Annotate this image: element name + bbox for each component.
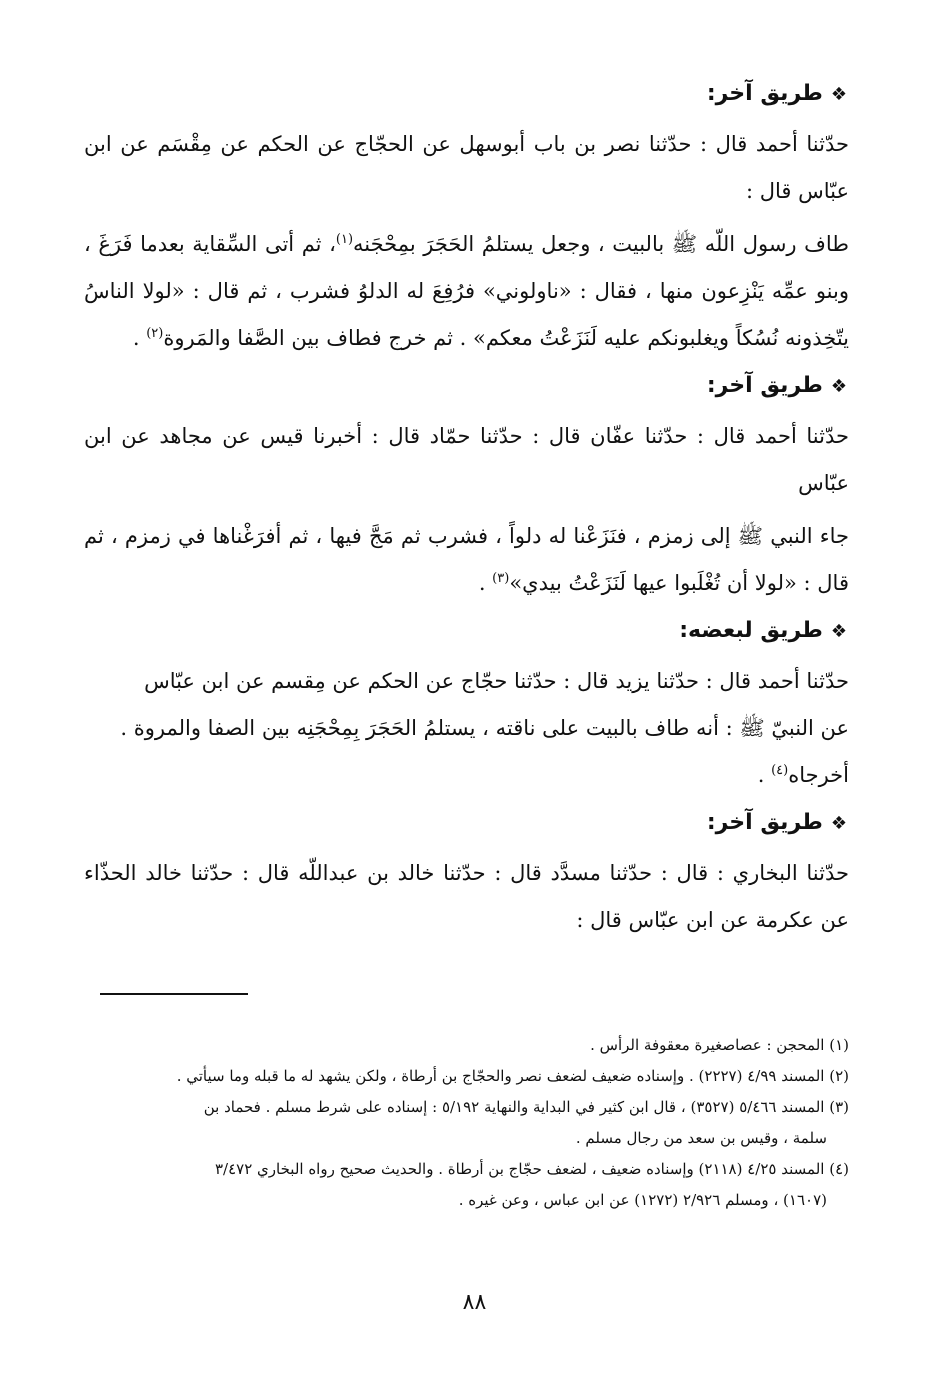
footnote-1: (١) المحجن : عصاصغيرة معقوفة الرأس .: [590, 1036, 849, 1054]
diamond-bullet-icon: ❖: [830, 84, 847, 105]
isnad-paragraph-3: حدّثنا أحمد قال : حدّثنا يزيد قال : حدّثنا حجّاج عن الحكم عن مِقسم عن ابن عبّاس: [144, 669, 849, 693]
diamond-bullet-icon: ❖: [830, 813, 847, 834]
footnotes: [84, 1030, 849, 1216]
section-heading-4: ❖طريق آخر:: [706, 810, 847, 835]
main-text: [84, 76, 849, 944]
matn-paragraph-2: جاء النبي ﷺ إلى زمزم ، فنَزَعْنا له دلواً ، فشرب ثم مَجَّ فيها ، ثم أفرَغْناها في زمزم ، ثم قال : «لولا أن تُغْلَبوا عيها لَنَزَعْتُ بيدي»$^{(٣)}$ .: [84, 524, 849, 595]
matn-paragraph-3: عن النبيّ ﷺ : أنه طاف بالبيت على ناقته ، يستلمُ الحَجَرَ بِمِحْجَنِه بين الصفا والمروة .: [120, 716, 849, 740]
section-heading-2: ❖طريق آخر:: [706, 373, 847, 398]
isnad-paragraph-4: حدّثنا البخاري : قال : حدّثنا مسدَّد قال : حدّثنا خالد بن عبداللّه قال : حدّثنا خالد الحذّاء عن عكرمة عن ابن عبّاس قال :: [84, 861, 849, 932]
isnad-paragraph-2: حدّثنا أحمد قال : حدّثنا عفّان قال : حدّثنا حمّاد قال : أخبرنا قيس عن مجاهد عن ابن عبّاس: [84, 424, 849, 495]
footnote-marker-1: (١): [335, 232, 354, 247]
footnote-4: (٤) المسند ٤/٢٥ (٢١١٨) وإسناده ضعيف ، لضعف حجّاج بن أرطاة . والحديث صحيح رواه البخاري ٣/٤٧٢: [215, 1160, 849, 1178]
diamond-bullet-icon: ❖: [830, 621, 847, 642]
section-heading-3: ❖طريق لبعضه:: [679, 618, 847, 643]
footnote-marker-4: (٤): [771, 763, 789, 778]
diamond-bullet-icon: ❖: [830, 376, 847, 397]
footnote-4-continued: (١٦٠٧) ، ومسلم ٢/٩٢٦ (١٢٧٢) عن ابن عباس ، وعن غيره .: [458, 1191, 827, 1209]
footnote-3: (٣) المسند ٥/٤٦٦ (٣٥٢٧) ، قال ابن كثير في البداية والنهاية ٥/١٩٢ : إسناده على شرط مسلم . فحماد بن: [203, 1098, 849, 1116]
section-heading-1: ❖طريق آخر:: [706, 81, 847, 106]
footnote-2: (٢) المسند ٤/٩٩ (٢٢٢٧) . وإسناده ضعيف لضعف نصر والحجّاج بن أرطاة ، ولكن يشهد له ما قبله وما سيأتي .: [176, 1067, 849, 1085]
footnote-3-continued: سلمة ، وقيس بن سعد من رجال مسلم .: [575, 1129, 827, 1147]
footnote-separator: [100, 993, 248, 995]
footnote-marker-2: (٢): [146, 326, 164, 341]
matn-paragraph-1: طاف رسول اللّه ﷺ بالبيت ، وجعل يستلمُ الحَجَرَ بمِحْجَنه$^{(١)}$، ثم أتى السِّقاية بعدما فَرَغَ ، وبنو عمِّه يَنْزِعون منها ، فقال : «ناولوني» فرُفِعَ له الدلوُ فشرب ، ثم قال : «لولا الناسُ يتّخِذونه نُسُكاً ويغلبونكم عليه لَنَزَعْتُ معكم» . ثم خرج فطاف بين الصَّفا والمَروة$^{(٢)}$ .: [84, 232, 850, 350]
page-number: ٨٨: [462, 1290, 487, 1315]
takhrij-line: أخرجاه$^{(٤)}$ .: [757, 763, 849, 787]
footnote-marker-3: (٣): [492, 571, 510, 586]
isnad-paragraph-1: حدّثنا أحمد قال : حدّثنا نصر بن باب أبوسهل عن الحجّاج عن الحكم عن مِقْسَم عن ابن عبّاس قال :: [84, 132, 849, 203]
